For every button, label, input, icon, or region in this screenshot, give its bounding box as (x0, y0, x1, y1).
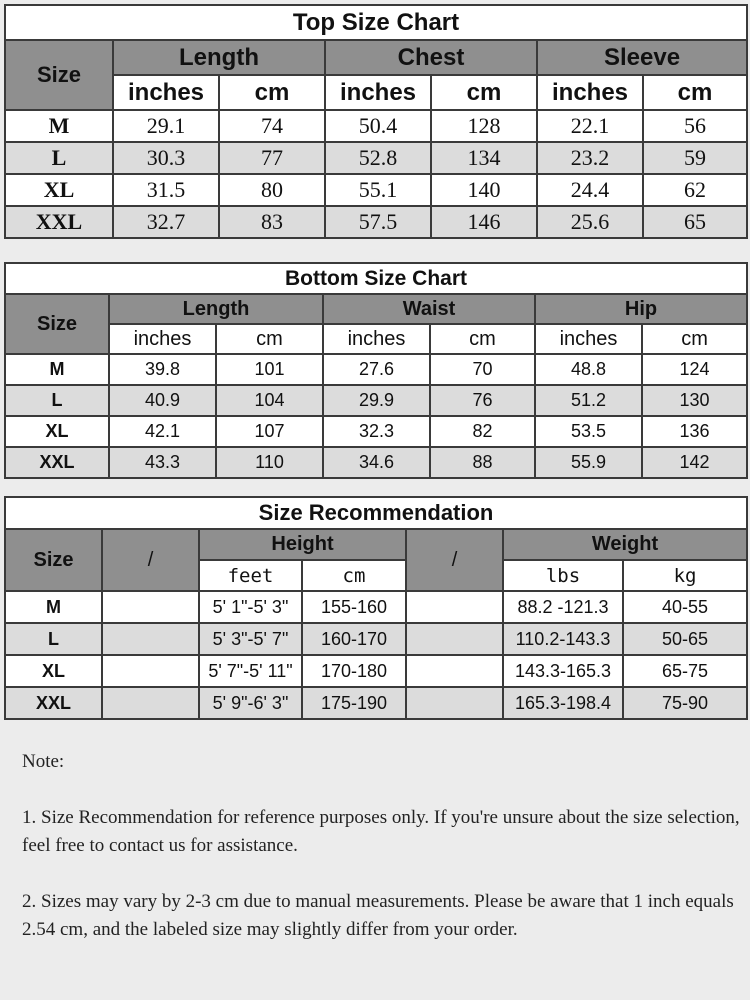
value-cell: 22.1 (537, 110, 643, 142)
value-cell: 51.2 (535, 385, 642, 416)
value-cell: 40-55 (623, 591, 747, 623)
table-row (5, 206, 747, 238)
value-cell: 80 (219, 174, 325, 206)
bottom-waist-header: Waist (323, 294, 535, 324)
value-cell: 155-160 (302, 591, 406, 623)
value-cell: 56 (643, 110, 747, 142)
bottom-unit-header: cm (642, 324, 747, 354)
top-unit-header: cm (219, 75, 325, 110)
size-cell: L (5, 623, 102, 655)
rec-unit-header: lbs (503, 560, 623, 591)
value-cell: 70 (430, 354, 535, 385)
value-cell: 82 (430, 416, 535, 447)
table-row (5, 416, 747, 447)
rec-weight-header: Weight (503, 529, 747, 560)
top-unit-header: inches (537, 75, 643, 110)
value-cell: 65 (643, 206, 747, 238)
value-cell: 32.3 (323, 416, 430, 447)
size-cell: XXL (5, 687, 102, 719)
value-cell: 39.8 (109, 354, 216, 385)
top-unit-header: inches (113, 75, 219, 110)
table-row (5, 354, 747, 385)
value-cell: 83 (219, 206, 325, 238)
rec-unit-header: feet (199, 560, 302, 591)
bottom-unit-header: inches (535, 324, 642, 354)
table-row (5, 385, 747, 416)
top-sleeve-header: Sleeve (537, 40, 747, 75)
rec-unit-header: kg (623, 560, 747, 591)
size-cell: L (5, 385, 109, 416)
value-cell: 65-75 (623, 655, 747, 687)
table-row (5, 591, 747, 623)
value-cell: 50-65 (623, 623, 747, 655)
top-unit-header: inches (325, 75, 431, 110)
top-unit-header: cm (643, 75, 747, 110)
value-cell: 75-90 (623, 687, 747, 719)
rec-size-header: Size (5, 529, 102, 591)
value-cell: 128 (431, 110, 537, 142)
rec-unit-header: cm (302, 560, 406, 591)
bottom-size-table (4, 262, 748, 479)
rec-slash-separator: / (102, 529, 199, 591)
top-unit-header: cm (431, 75, 537, 110)
notes-heading: Note: (22, 751, 65, 772)
bottom-chart-title: Bottom Size Chart (5, 263, 747, 294)
blank-cell (406, 591, 503, 623)
value-cell: 5' 7"-5' 11" (199, 655, 302, 687)
value-cell: 57.5 (325, 206, 431, 238)
table-row (5, 110, 747, 142)
top-length-header: Length (113, 40, 325, 75)
value-cell: 110 (216, 447, 323, 478)
notes-section (22, 748, 742, 944)
value-cell: 5' 3"-5' 7" (199, 623, 302, 655)
value-cell: 101 (216, 354, 323, 385)
size-cell: XL (5, 655, 102, 687)
note-1: 1. Size Recommendation for reference purposes only. If you're unsure about the size selection, feel free to contact us for assistance. (22, 807, 740, 856)
value-cell: 30.3 (113, 142, 219, 174)
bottom-length-header: Length (109, 294, 323, 324)
value-cell: 146 (431, 206, 537, 238)
value-cell: 143.3-165.3 (503, 655, 623, 687)
bottom-unit-header: inches (109, 324, 216, 354)
value-cell: 104 (216, 385, 323, 416)
value-cell: 52.8 (325, 142, 431, 174)
bottom-unit-header: cm (430, 324, 535, 354)
size-cell: XL (5, 416, 109, 447)
value-cell: 27.6 (323, 354, 430, 385)
value-cell: 142 (642, 447, 747, 478)
size-recommendation-chart (4, 496, 746, 714)
value-cell: 43.3 (109, 447, 216, 478)
value-cell: 42.1 (109, 416, 216, 447)
blank-cell (406, 655, 503, 687)
value-cell: 88.2 -121.3 (503, 591, 623, 623)
value-cell: 5' 9"-6' 3" (199, 687, 302, 719)
table-row (5, 447, 747, 478)
top-size-header: Size (5, 40, 113, 110)
table-row (5, 687, 747, 719)
bottom-unit-header: cm (216, 324, 323, 354)
bottom-hip-header: Hip (535, 294, 747, 324)
size-cell: XXL (5, 206, 113, 238)
table-row (5, 174, 747, 206)
value-cell: 175-190 (302, 687, 406, 719)
size-cell: L (5, 142, 113, 174)
table-row (5, 623, 747, 655)
value-cell: 170-180 (302, 655, 406, 687)
value-cell: 124 (642, 354, 747, 385)
bottom-unit-header: inches (323, 324, 430, 354)
top-size-chart (4, 4, 746, 238)
value-cell: 29.1 (113, 110, 219, 142)
value-cell: 74 (219, 110, 325, 142)
blank-cell (406, 687, 503, 719)
blank-cell (406, 623, 503, 655)
blank-cell (102, 687, 199, 719)
table-row (5, 655, 747, 687)
value-cell: 25.6 (537, 206, 643, 238)
top-chart-title: Top Size Chart (5, 5, 747, 40)
value-cell: 48.8 (535, 354, 642, 385)
value-cell: 55.9 (535, 447, 642, 478)
blank-cell (102, 591, 199, 623)
value-cell: 55.1 (325, 174, 431, 206)
value-cell: 32.7 (113, 206, 219, 238)
value-cell: 24.4 (537, 174, 643, 206)
size-cell: M (5, 354, 109, 385)
value-cell: 160-170 (302, 623, 406, 655)
value-cell: 76 (430, 385, 535, 416)
value-cell: 77 (219, 142, 325, 174)
value-cell: 5' 1"-5' 3" (199, 591, 302, 623)
size-recommendation-table (4, 496, 748, 720)
value-cell: 130 (642, 385, 747, 416)
size-cell: XXL (5, 447, 109, 478)
value-cell: 165.3-198.4 (503, 687, 623, 719)
value-cell: 31.5 (113, 174, 219, 206)
value-cell: 59 (643, 142, 747, 174)
value-cell: 23.2 (537, 142, 643, 174)
value-cell: 110.2-143.3 (503, 623, 623, 655)
value-cell: 107 (216, 416, 323, 447)
size-cell: M (5, 110, 113, 142)
note-2: 2. Sizes may vary by 2-3 cm due to manual measurements. Please be aware that 1 inch equals 2.54 cm, and the labeled size may slightly differ from your order. (22, 891, 734, 940)
size-cell: M (5, 591, 102, 623)
value-cell: 140 (431, 174, 537, 206)
rec-slash-separator: / (406, 529, 503, 591)
value-cell: 29.9 (323, 385, 430, 416)
value-cell: 136 (642, 416, 747, 447)
blank-cell (102, 655, 199, 687)
value-cell: 88 (430, 447, 535, 478)
value-cell: 50.4 (325, 110, 431, 142)
recommendation-title: Size Recommendation (5, 497, 747, 529)
table-row (5, 142, 747, 174)
bottom-size-header: Size (5, 294, 109, 354)
value-cell: 34.6 (323, 447, 430, 478)
bottom-size-chart (4, 262, 746, 470)
value-cell: 40.9 (109, 385, 216, 416)
size-cell: XL (5, 174, 113, 206)
top-chest-header: Chest (325, 40, 537, 75)
blank-cell (102, 623, 199, 655)
value-cell: 53.5 (535, 416, 642, 447)
value-cell: 62 (643, 174, 747, 206)
top-size-table (4, 4, 748, 239)
value-cell: 134 (431, 142, 537, 174)
rec-height-header: Height (199, 529, 406, 560)
